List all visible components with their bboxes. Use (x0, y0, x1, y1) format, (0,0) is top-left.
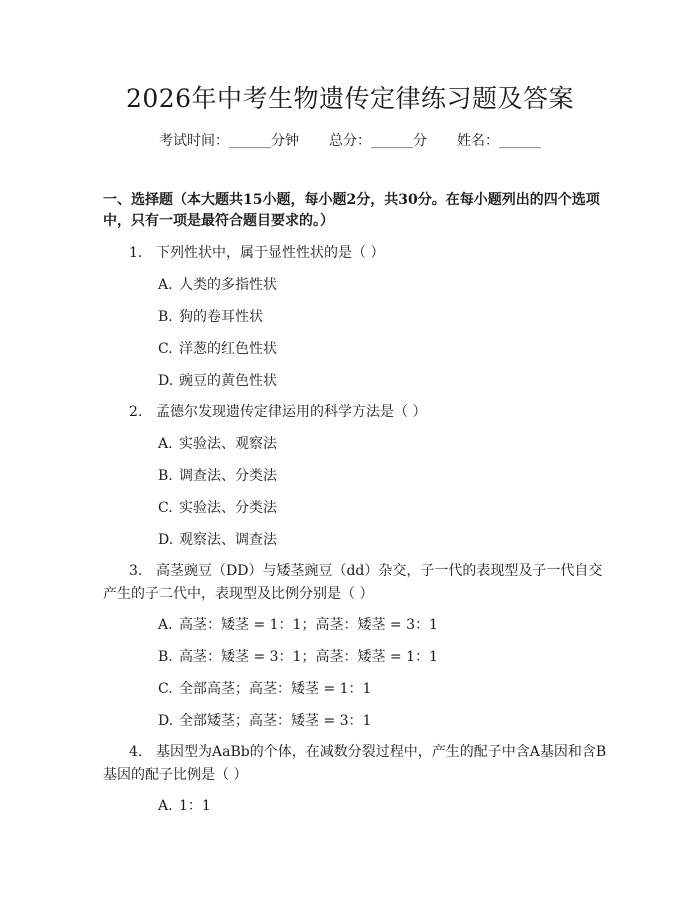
total-score-field: 总分：______分 (329, 133, 427, 149)
question-number: 1. (129, 245, 143, 261)
question-3 (103, 560, 608, 606)
option-1c (158, 339, 277, 359)
question-4 (103, 741, 608, 787)
option-letter: A. (158, 277, 173, 293)
option-letter: A. (158, 617, 173, 633)
option-text: 实验法、分类法 (179, 500, 277, 516)
option-2d (158, 530, 277, 550)
option-1d (158, 371, 277, 391)
option-text: 全部高茎；高茎：矮茎 = 1：1 (179, 681, 372, 697)
option-3b (158, 647, 438, 667)
option-text: 观察法、调查法 (179, 532, 277, 548)
option-text: 豌豆的黄色性状 (179, 373, 277, 389)
page-title: 2026年中考生物遗传定律练习题及答案 (125, 84, 575, 113)
option-2b (158, 466, 277, 486)
section-heading: 一、选择题（本大题共15小题，每小题2分，共30分。在每小题列出的四个选项中，只有一项是最符合题目要求的。） (103, 192, 600, 229)
question-1 (103, 242, 608, 265)
option-3c (158, 679, 371, 699)
option-text: 狗的卷耳性状 (179, 309, 263, 325)
option-letter: C. (158, 681, 173, 697)
question-stem: 高茎豌豆（DD）与矮茎豌豆（dd）杂交，子一代的表现型及子一代自交产生的子二代中，表现型及比例分别是（ ） (103, 563, 603, 602)
student-name-field: 姓名：______ (457, 133, 541, 149)
exam-meta-line (0, 131, 700, 151)
option-letter: D. (158, 713, 174, 729)
option-text: 高茎：矮茎 = 3：1；高茎：矮茎 = 1：1 (179, 649, 438, 665)
option-text: 人类的多指性状 (179, 277, 277, 293)
option-3a (158, 615, 438, 635)
option-letter: A. (158, 798, 173, 814)
question-2 (103, 401, 608, 424)
question-stem: 基因型为AaBb的个体，在减数分裂过程中，产生的配子中含A基因和含B基因的配子比例是（ ） (103, 744, 607, 783)
option-letter: D. (158, 532, 174, 548)
option-text: 实验法、观察法 (179, 436, 277, 452)
option-2c (158, 498, 277, 518)
question-number: 3. (129, 563, 143, 579)
exam-time-field: 考试时间：______分钟 (159, 133, 299, 149)
option-letter: D. (158, 373, 174, 389)
option-text: 高茎：矮茎 = 1：1；高茎：矮茎 = 3：1 (179, 617, 438, 633)
option-4a (158, 796, 211, 816)
option-letter: A. (158, 436, 173, 452)
question-stem: 下列性状中，属于显性性状的是（ ） (156, 245, 385, 261)
option-letter: B. (158, 649, 173, 665)
option-1a (158, 275, 277, 295)
option-2a (158, 434, 277, 454)
option-text: 全部矮茎；高茎：矮茎 = 3：1 (179, 713, 372, 729)
question-stem: 孟德尔发现遗传定律运用的科学方法是（ ） (156, 404, 427, 420)
option-text: 1：1 (179, 798, 211, 814)
option-letter: C. (158, 500, 173, 516)
option-text: 调查法、分类法 (179, 468, 277, 484)
option-letter: B. (158, 309, 173, 325)
option-letter: B. (158, 468, 173, 484)
question-number: 4. (129, 744, 143, 760)
question-number: 2. (129, 404, 143, 420)
option-3d (158, 711, 371, 731)
option-text: 洋葱的红色性状 (179, 341, 277, 357)
option-1b (158, 307, 263, 327)
option-letter: C. (158, 341, 173, 357)
